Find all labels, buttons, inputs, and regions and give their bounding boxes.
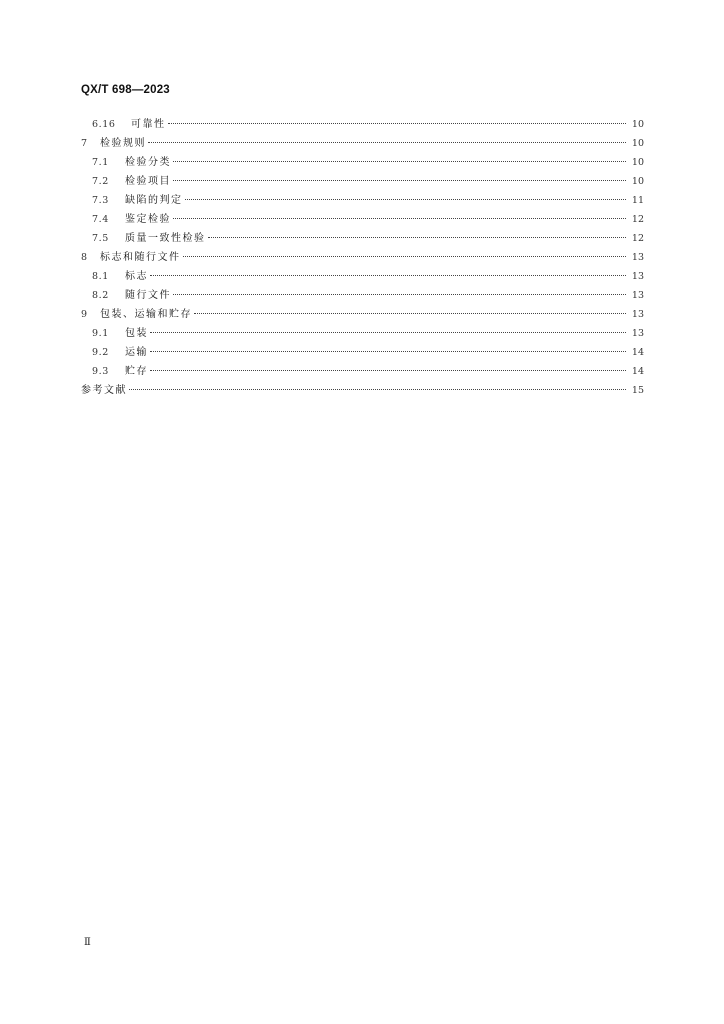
toc-dot-leader (208, 237, 626, 238)
toc-dot-leader (129, 389, 626, 390)
toc-entry-6-16[interactable] (81, 115, 644, 134)
toc-title: 缺陷的判定 (125, 195, 183, 206)
toc-page-number: 13 (631, 328, 644, 339)
toc-title: 参考文献 (81, 385, 127, 396)
toc-number: 8.1 (92, 271, 109, 282)
toc-title: 质量一致性检验 (125, 233, 206, 244)
toc-title: 鉴定检验 (125, 214, 171, 225)
toc-number: 9.1 (92, 328, 109, 339)
page-number-footer: Ⅱ (84, 937, 91, 948)
toc-title: 包装 (125, 328, 148, 339)
toc-number: 6.16 (92, 119, 116, 130)
toc-number: 7.4 (92, 214, 109, 225)
toc-number: 7.5 (92, 233, 109, 244)
toc-page-number: 12 (631, 214, 644, 225)
toc-number: 8 (81, 252, 88, 263)
toc-title: 随行文件 (125, 290, 171, 301)
toc-page-number: 12 (631, 233, 644, 244)
toc-dot-leader (168, 123, 626, 124)
toc-page-number: 15 (631, 385, 644, 396)
toc-page-number: 13 (631, 290, 644, 301)
toc-title: 标志 (125, 271, 148, 282)
toc-dot-leader (150, 370, 626, 371)
toc-title: 标志和随行文件 (100, 252, 181, 263)
toc-page-number: 14 (631, 366, 644, 377)
toc-page-number: 11 (631, 195, 644, 206)
toc-entry-8-1[interactable] (81, 267, 644, 286)
toc-number: 9.2 (92, 347, 109, 358)
toc-title: 检验分类 (125, 157, 171, 168)
toc-entry-7-1[interactable] (81, 153, 644, 172)
toc-entry-7-5[interactable] (81, 229, 644, 248)
toc-entry-9-2[interactable] (81, 343, 644, 362)
toc-entry-8-2[interactable] (81, 286, 644, 305)
toc-entry-8[interactable] (81, 248, 644, 267)
toc-entry-9-1[interactable] (81, 324, 644, 343)
toc-page-number: 13 (631, 309, 644, 320)
toc-entry-references[interactable] (81, 381, 644, 400)
table-of-contents (81, 115, 644, 400)
toc-dot-leader (173, 161, 626, 162)
toc-page-number: 10 (631, 119, 644, 130)
standard-code-header: QX/T 698—2023 (81, 84, 170, 96)
toc-dot-leader (194, 313, 626, 314)
toc-number: 9.3 (92, 366, 109, 377)
toc-number: 7 (81, 138, 88, 149)
toc-number: 7.2 (92, 176, 109, 187)
toc-title: 检验规则 (100, 138, 146, 149)
toc-page-number: 10 (631, 176, 644, 187)
toc-dot-leader (150, 351, 626, 352)
toc-number: 8.2 (92, 290, 109, 301)
toc-entry-7-2[interactable] (81, 172, 644, 191)
toc-title: 贮存 (125, 366, 148, 377)
toc-title: 运输 (125, 347, 148, 358)
toc-dot-leader (173, 294, 626, 295)
toc-title: 检验项目 (125, 176, 171, 187)
toc-page-number: 10 (631, 157, 644, 168)
toc-title: 包装、运输和贮存 (100, 309, 192, 320)
toc-entry-9-3[interactable] (81, 362, 644, 381)
toc-page-number: 13 (631, 252, 644, 263)
toc-dot-leader (150, 332, 626, 333)
toc-page-number: 14 (631, 347, 644, 358)
toc-entry-7-4[interactable] (81, 210, 644, 229)
toc-number: 7.1 (92, 157, 109, 168)
toc-page-number: 13 (631, 271, 644, 282)
toc-title: 可靠性 (131, 119, 166, 130)
toc-number: 9 (81, 309, 88, 320)
toc-page-number: 10 (631, 138, 644, 149)
toc-entry-7[interactable] (81, 134, 644, 153)
toc-dot-leader (185, 199, 626, 200)
toc-dot-leader (173, 180, 626, 181)
toc-entry-9[interactable] (81, 305, 644, 324)
toc-dot-leader (173, 218, 626, 219)
toc-dot-leader (183, 256, 626, 257)
toc-number: 7.3 (92, 195, 109, 206)
toc-dot-leader (150, 275, 626, 276)
toc-entry-7-3[interactable] (81, 191, 644, 210)
toc-dot-leader (148, 142, 626, 143)
